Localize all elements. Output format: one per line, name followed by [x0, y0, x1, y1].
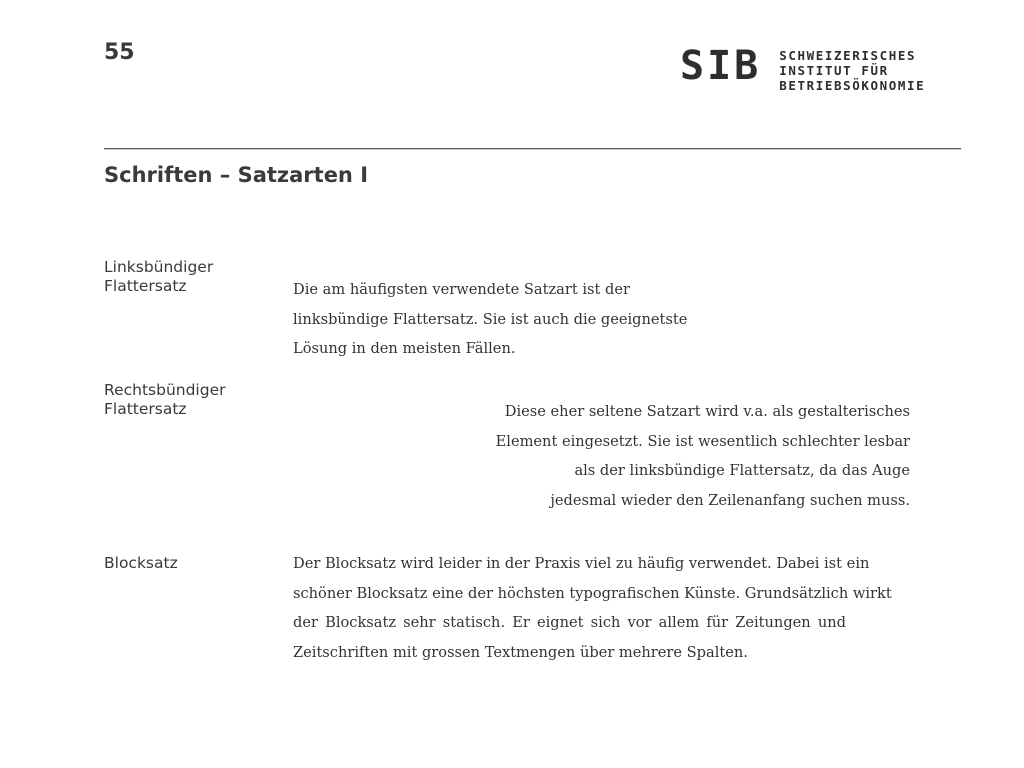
text-line: Element eingesetzt. Sie ist wesentlich schlechter lesbar	[495, 432, 910, 450]
logo-institution-name	[779, 48, 925, 93]
section-label-left-ragged	[104, 258, 213, 296]
text-line: Der Blocksatz wird leider in der Praxis viel zu häufig verwendet. Dabei ist ein	[293, 555, 870, 572]
text-line: der Blocksatz sehr statisch. Er eignet sich vor allem für Zeitungen und	[293, 614, 846, 631]
section-label-justified	[104, 554, 178, 573]
text-line: schöner Blocksatz eine der höchsten typografischen Künste. Grundsätzlich wirkt	[293, 584, 892, 602]
section-text-left-ragged	[293, 275, 687, 364]
section-label-right-ragged	[104, 381, 226, 419]
text-line: Diese eher seltene Satzart wird v.a. als gestalterisches	[504, 403, 910, 420]
text-line: Zeitschriften mit grossen Textmengen über mehrere Spalten.	[293, 643, 748, 661]
text-line: Lösung in den meisten Fällen.	[293, 340, 516, 357]
logo-mark: SIB	[680, 43, 762, 89]
text-line: linksbündige Flattersatz. Sie ist auch die geeignetste	[293, 310, 688, 328]
logo-line: INSTITUT FÜR	[779, 63, 889, 78]
section-label-line: Flattersatz	[104, 400, 187, 418]
section-text-right-ragged	[496, 397, 910, 515]
section-label-line: Rechtsbündiger	[104, 381, 226, 399]
section-label-line: Linksbündiger	[104, 258, 214, 276]
section-label-line: Blocksatz	[104, 554, 178, 572]
logo-line: SCHWEIZERISCHES	[779, 48, 917, 63]
header-divider	[104, 148, 961, 150]
text-line: Die am häufigsten verwendete Satzart ist der	[293, 281, 630, 298]
section-label-line: Flattersatz	[104, 277, 187, 295]
page-number: 55	[104, 40, 135, 65]
sib-logo	[680, 44, 925, 93]
text-line: als der linksbündige Flattersatz, da das Auge	[574, 462, 910, 479]
logo-line: BETRIEBSÖKONOMIE	[779, 78, 926, 93]
text-line: jedesmal wieder den Zeilenanfang suchen muss.	[550, 491, 910, 509]
page-title: Schriften – Satzarten I	[104, 163, 369, 187]
section-text-justified	[293, 549, 892, 667]
